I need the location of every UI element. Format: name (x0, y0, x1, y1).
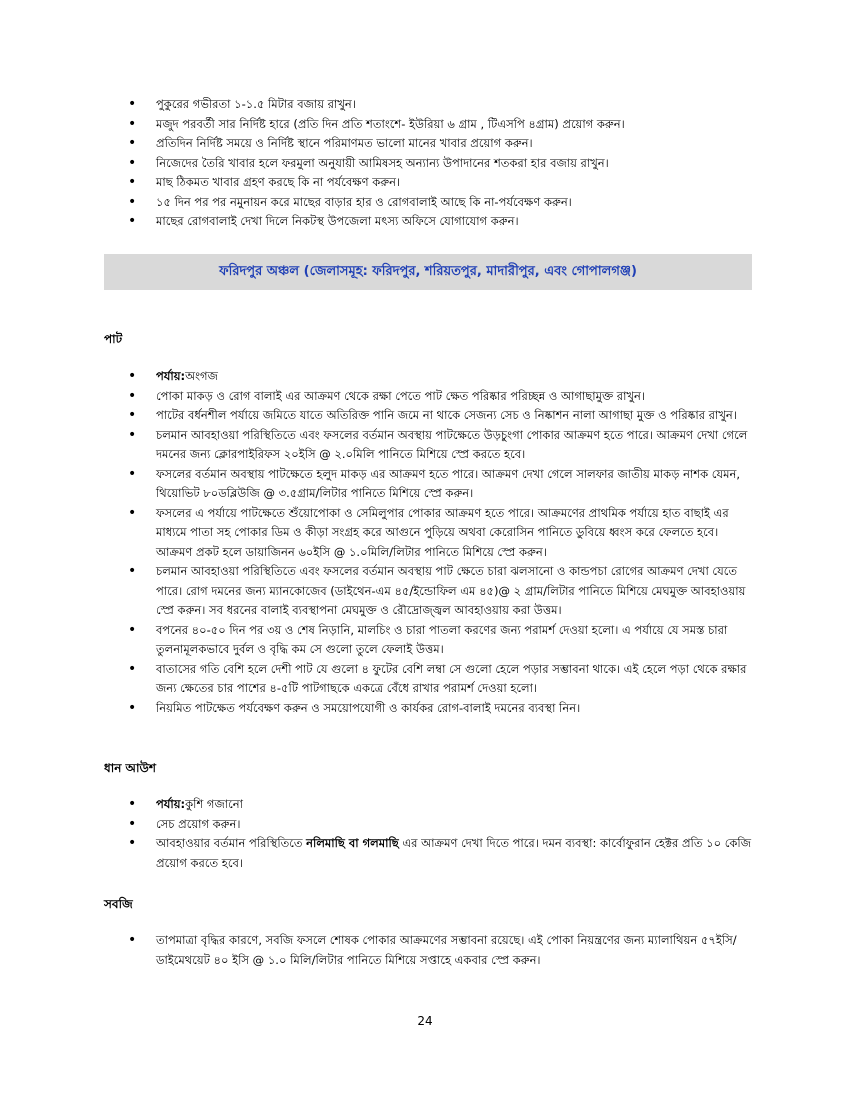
jute-bullet-list (126, 367, 756, 718)
list-item: • ১৫ দিন পর পর নমুনায়ন করে মাছের বাড়ার হার ও রোগবালাই আছে কি না-পর্যবেক্ষণ করুন। (126, 193, 776, 213)
pest-name: নলিমাছি বা গলমাছি (306, 836, 399, 850)
veg-heading: সবজি (104, 897, 133, 911)
list-item: • প্রতিদিন নির্দিষ্ট সময়ে ও নির্দিষ্ট স্থানে পরিমাণমত ভালো মানের খাবার প্রয়োগ করুন। (126, 134, 776, 154)
aus-section (126, 795, 756, 873)
aus-stage-item (126, 795, 756, 815)
list-item: • পাটের বর্ধনশীল পর্যায়ে জমিতে যাতে অতিরিক্ত পানি জমে না থাকে সেজন্য সেচ ও নিষ্কাশন নালা আগাছা মুক্ত ও পরিষ্কার রাখুন। (126, 406, 756, 426)
list-item: • চলমান আবহাওয়া পরিস্থিতিতে এবং ফসলের বর্তমান অবস্থায় পাট ক্ষেতে চারা ঝলসানো ও কান্ডপচা রোগের আক্রমণ দেখা যেতে পারে। রোগ দমনের জন্য ম্যানকোজেব (ডাইথেন-এম ৪৫/ইন্ডোফিল এম ৪৫)@ ২ গ্রাম/লিটার পানিতে মিশিয়ে মেঘমুক্ত আবহাওয়ায় স্প্রে করুন। সব ধরনের বালাই ব্যবস্থাপনা মেঘমুক্ত ও রৌদ্রোজ্জ্বল আবহাওয়ায় করা উত্তম। (126, 562, 756, 621)
region-banner (104, 254, 752, 290)
pest-text-after: এর আক্রমণ দেখা দিতে পারে। দমন ব্যবস্থা: কার্বোফুরান হেক্টর প্রতি ১০ কেজি প্রয়োগ করতে হবে। (156, 836, 752, 870)
stage-label: পর্যায়: (156, 369, 186, 383)
aus-pest-item (126, 834, 756, 873)
page-number: 24 (417, 1014, 433, 1028)
list-item: • চলমান আবহাওয়া পরিস্থিতিতে এবং ফসলের বর্তমান অবস্থায় পাটক্ষেতে উড়চুংগা পোকার আক্রমণ হতে পারে। আক্রমণ দেখা গেলে দমনের জন্য ক্লোরপাইরিফস ২০ইসি @ ২.০মিলি পানিতে মিশিয়ে স্প্রে করতে হবে। (126, 426, 756, 465)
list-item: • তাপমাত্রা বৃদ্ধির কারণে, সবজি ফসলে শোষক পোকার আক্রমণের সম্ভাবনা রয়েছে। এই পোকা নিয়ন্ত্রণের জন্য ম্যালাথিয়ন ৫৭ইসি/ডাইমেথয়েট ৪০ ইসি @ ১.০ মিলি/লিটার পানিতে মিশিয়ে সপ্তাহে একবার স্প্রে করুন। (126, 931, 756, 970)
aus-bullet-list (126, 795, 756, 873)
pest-text-before: আবহাওয়ার বর্তমান পরিস্থিতিতে (156, 836, 307, 850)
list-item: • বাতাসের গতি বেশি হলে দেশী পাট যে গুলো ৪ ফুটের বেশি লম্বা সে গুলো হেলে পড়ার সম্ভাবনা থাকে। এই হেলে পড়া থেকে রক্ষার জন্য ক্ষেতের চার পাশের ৪-৫টি পাটগাছকে একত্রে বেঁধে রাখার পরামর্শ দেওয়া হলো। (126, 660, 756, 699)
list-item: • নিয়মিত পাটক্ষেত পর্যবেক্ষণ করুন ও সময়োপযোগী ও কার্যকর রোগ-বালাই দমনের ব্যবস্থা নিন। (126, 699, 756, 719)
list-item: • মাছের রোগবালাই দেখা দিলে নিকটস্থ উপজেলা মৎস্য অফিসে যোগাযোগ করুন। (126, 212, 776, 232)
veg-bullet-list (126, 931, 756, 970)
veg-section (126, 931, 756, 970)
jute-heading: পাট (104, 332, 123, 346)
fisheries-bullet-list (126, 95, 776, 232)
region-title: ফরিদপুর অঞ্চল (জেলাসমূহ: ফরিদপুর, শরিয়তপুর, মাদারীপুর, এবং গোপালগঞ্জ) (219, 263, 637, 279)
jute-stage-item (126, 367, 756, 387)
list-item: • নিজেদের তৈরি খাবার হলে ফরমুলা অনুযায়ী আমিষসহ অন্যান্য উপাদানের শতকরা হার বজায় রাখুন। (126, 154, 776, 174)
fisheries-section (126, 95, 776, 232)
aus-heading: ধান আউশ (104, 761, 156, 775)
stage-label: পর্যায়: (156, 797, 186, 811)
stage-value: কুশি গজানো (185, 797, 243, 811)
list-item: • ফসলের এ পর্যায়ে পাটক্ষেতে শুঁয়োপোকা ও সেমিলুপার পোকার আক্রমণ হতে পারে। আক্রমণের প্রাথমিক পর্যায়ে হাত বাছাই এর মাধ্যমে পাতা সহ পোকার ডিম ও কীড়া সংগ্রহ করে আগুনে পুড়িয়ে অথবা কেরোসিন পানিতে ডুবিয়ে ধ্বংস করে ফেলতে হবে। আক্রমণ প্রকট হলে ডায়াজিনন ৬০ইসি @ ১.০মিলি/লিটার পানিতে মিশিয়ে স্প্রে করুন। (126, 504, 756, 563)
list-item: • মাছ ঠিকমত খাবার গ্রহণ করছে কি না পর্যবেক্ষণ করুন। (126, 173, 776, 193)
list-item: • সেচ প্রয়োগ করুন। (126, 815, 756, 835)
jute-section (126, 367, 756, 718)
list-item: • ফসলের বর্তমান অবস্থায় পাটক্ষেতে হলুদ মাকড় এর আক্রমণ হতে পারে। আক্রমণ দেখা গেলে সালফার জাতীয় মাকড় নাশক যেমন, থিয়োভিট ৮০ডব্লিউজি @ ৩.৫গ্রাম/লিটার পানিতে মিশিয়ে স্প্রে করুন। (126, 465, 756, 504)
list-item: • পোকা মাকড় ও রোগ বালাই এর আক্রমণ থেকে রক্ষা পেতে পাট ক্ষেত পরিষ্কার পরিচ্ছন্ন ও আগাছামুক্ত রাখুন। (126, 387, 756, 407)
stage-value: অংগজ (185, 369, 218, 383)
list-item: • বপনের ৪০-৫০ দিন পর ৩য় ও শেষ নিড়ানি, মালচিং ও চারা পাতলা করণের জন্য পরামর্শ দেওয়া হলো। এ পর্যায়ে যে সমস্ত চারা তুলনামূলকভাবে দুর্বল ও বৃদ্ধি কম সে গুলো তুলে ফেলাই উত্তম। (126, 621, 756, 660)
list-item: • মজুদ পরবর্তী সার নির্দিষ্ট হারে (প্রতি দিন প্রতি শতাংশে- ইউরিয়া ৬ গ্রাম , টিএসপি ৪গ্রাম) প্রয়োগ করুন। (126, 115, 776, 135)
list-item: • পুকুরের গভীরতা ১-১.৫ মিটার বজায় রাখুন। (126, 95, 776, 115)
